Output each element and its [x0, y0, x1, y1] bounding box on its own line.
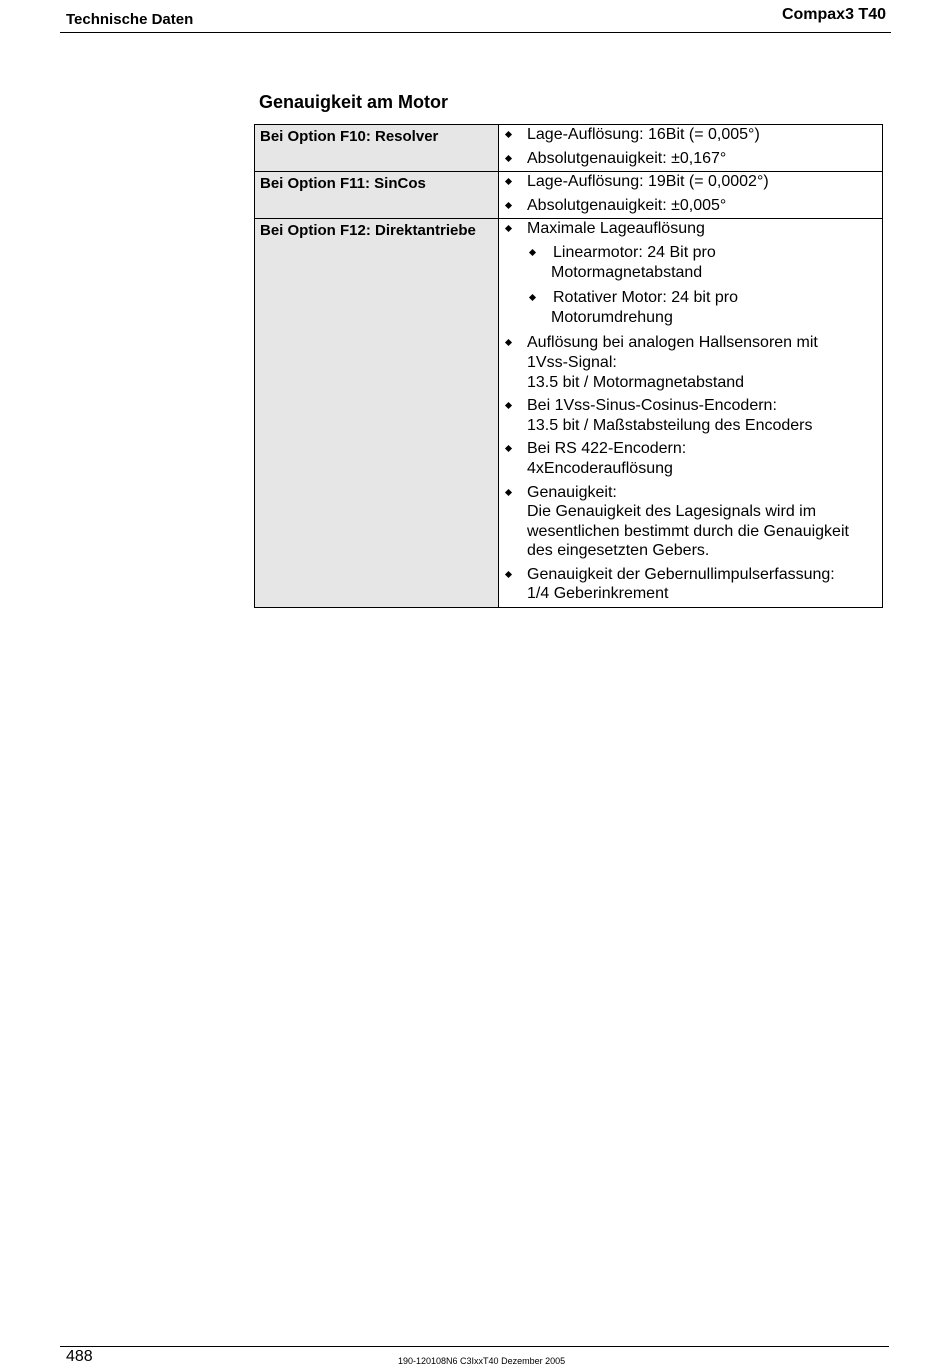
page-number: 488: [66, 1348, 93, 1365]
list-item: Absolutgenauigkeit: ±0,005°: [499, 196, 878, 216]
list-item-hall-sensors: [499, 333, 878, 392]
footer-rule: [60, 1346, 889, 1347]
item-text: Maximale Lageauflösung: [527, 220, 705, 238]
row-values: [499, 125, 883, 172]
item-text: Genauigkeit:: [527, 483, 617, 501]
item-text: Auflösung bei analogen Hallsensoren mit: [527, 334, 818, 352]
item-text: Motorumdrehung: [551, 308, 673, 326]
table-row: [255, 125, 883, 172]
table-row: [255, 172, 883, 219]
list-item-sincos-encoder: [499, 396, 878, 435]
accuracy-table: [254, 124, 883, 608]
item-text: 13.5 bit / Maßstabsteilung des Encoders: [527, 416, 813, 434]
header-rule: [60, 32, 891, 33]
item-text: des eingesetzten Gebers.: [527, 542, 710, 560]
item-text: Rotativer Motor: 24 bit pro: [553, 289, 738, 307]
item-text: Bei RS 422-Encodern:: [527, 440, 687, 458]
row-label: Bei Option F10: Resolver: [255, 125, 499, 172]
page-title: Genauigkeit am Motor: [259, 92, 449, 112]
row-values: [499, 219, 883, 608]
list-item: Lage-Auflösung: 19Bit (= 0,0002°): [499, 172, 878, 192]
row-label: Bei Option F12: Direktantriebe: [255, 219, 499, 608]
sub-item-linear-motor: [527, 243, 878, 282]
item-text: Genauigkeit der Gebernullimpulserfassung:: [527, 565, 835, 583]
list-item: Lage-Auflösung: 16Bit (= 0,005°): [499, 125, 878, 145]
list-item-rs422-encoder: [499, 439, 878, 478]
item-text: 4xEncoderauflösung: [527, 459, 673, 477]
sub-item-rotary-motor: [527, 288, 878, 327]
item-text: wesentlichen bestimmt durch die Genauigkeit: [527, 522, 849, 540]
item-text: 1Vss-Signal:: [527, 353, 617, 371]
item-text: Linearmotor: 24 Bit pro: [553, 243, 716, 261]
item-text: 13.5 bit / Motormagnetabstand: [527, 373, 745, 391]
item-text: 1/4 Geberinkrement: [527, 585, 669, 603]
header-section-title: Technische Daten: [66, 11, 194, 28]
list-item-null-pulse: [499, 565, 878, 604]
row-values: [499, 172, 883, 219]
item-text: Bei 1Vss-Sinus-Cosinus-Encodern:: [527, 397, 777, 415]
row-label: Bei Option F11: SinCos: [255, 172, 499, 219]
document-id: 190-120108N6 C3IxxT40 Dezember 2005: [398, 1356, 566, 1366]
table-row: [255, 219, 883, 608]
item-text: Motormagnetabstand: [551, 263, 703, 281]
list-item: Absolutgenauigkeit: ±0,167°: [499, 149, 878, 169]
list-item-max-resolution: [499, 219, 878, 327]
header-product-name: Compax3 T40: [781, 6, 886, 23]
item-text: Die Genauigkeit des Lagesignals wird im: [527, 503, 817, 521]
list-item-accuracy: [499, 483, 878, 561]
